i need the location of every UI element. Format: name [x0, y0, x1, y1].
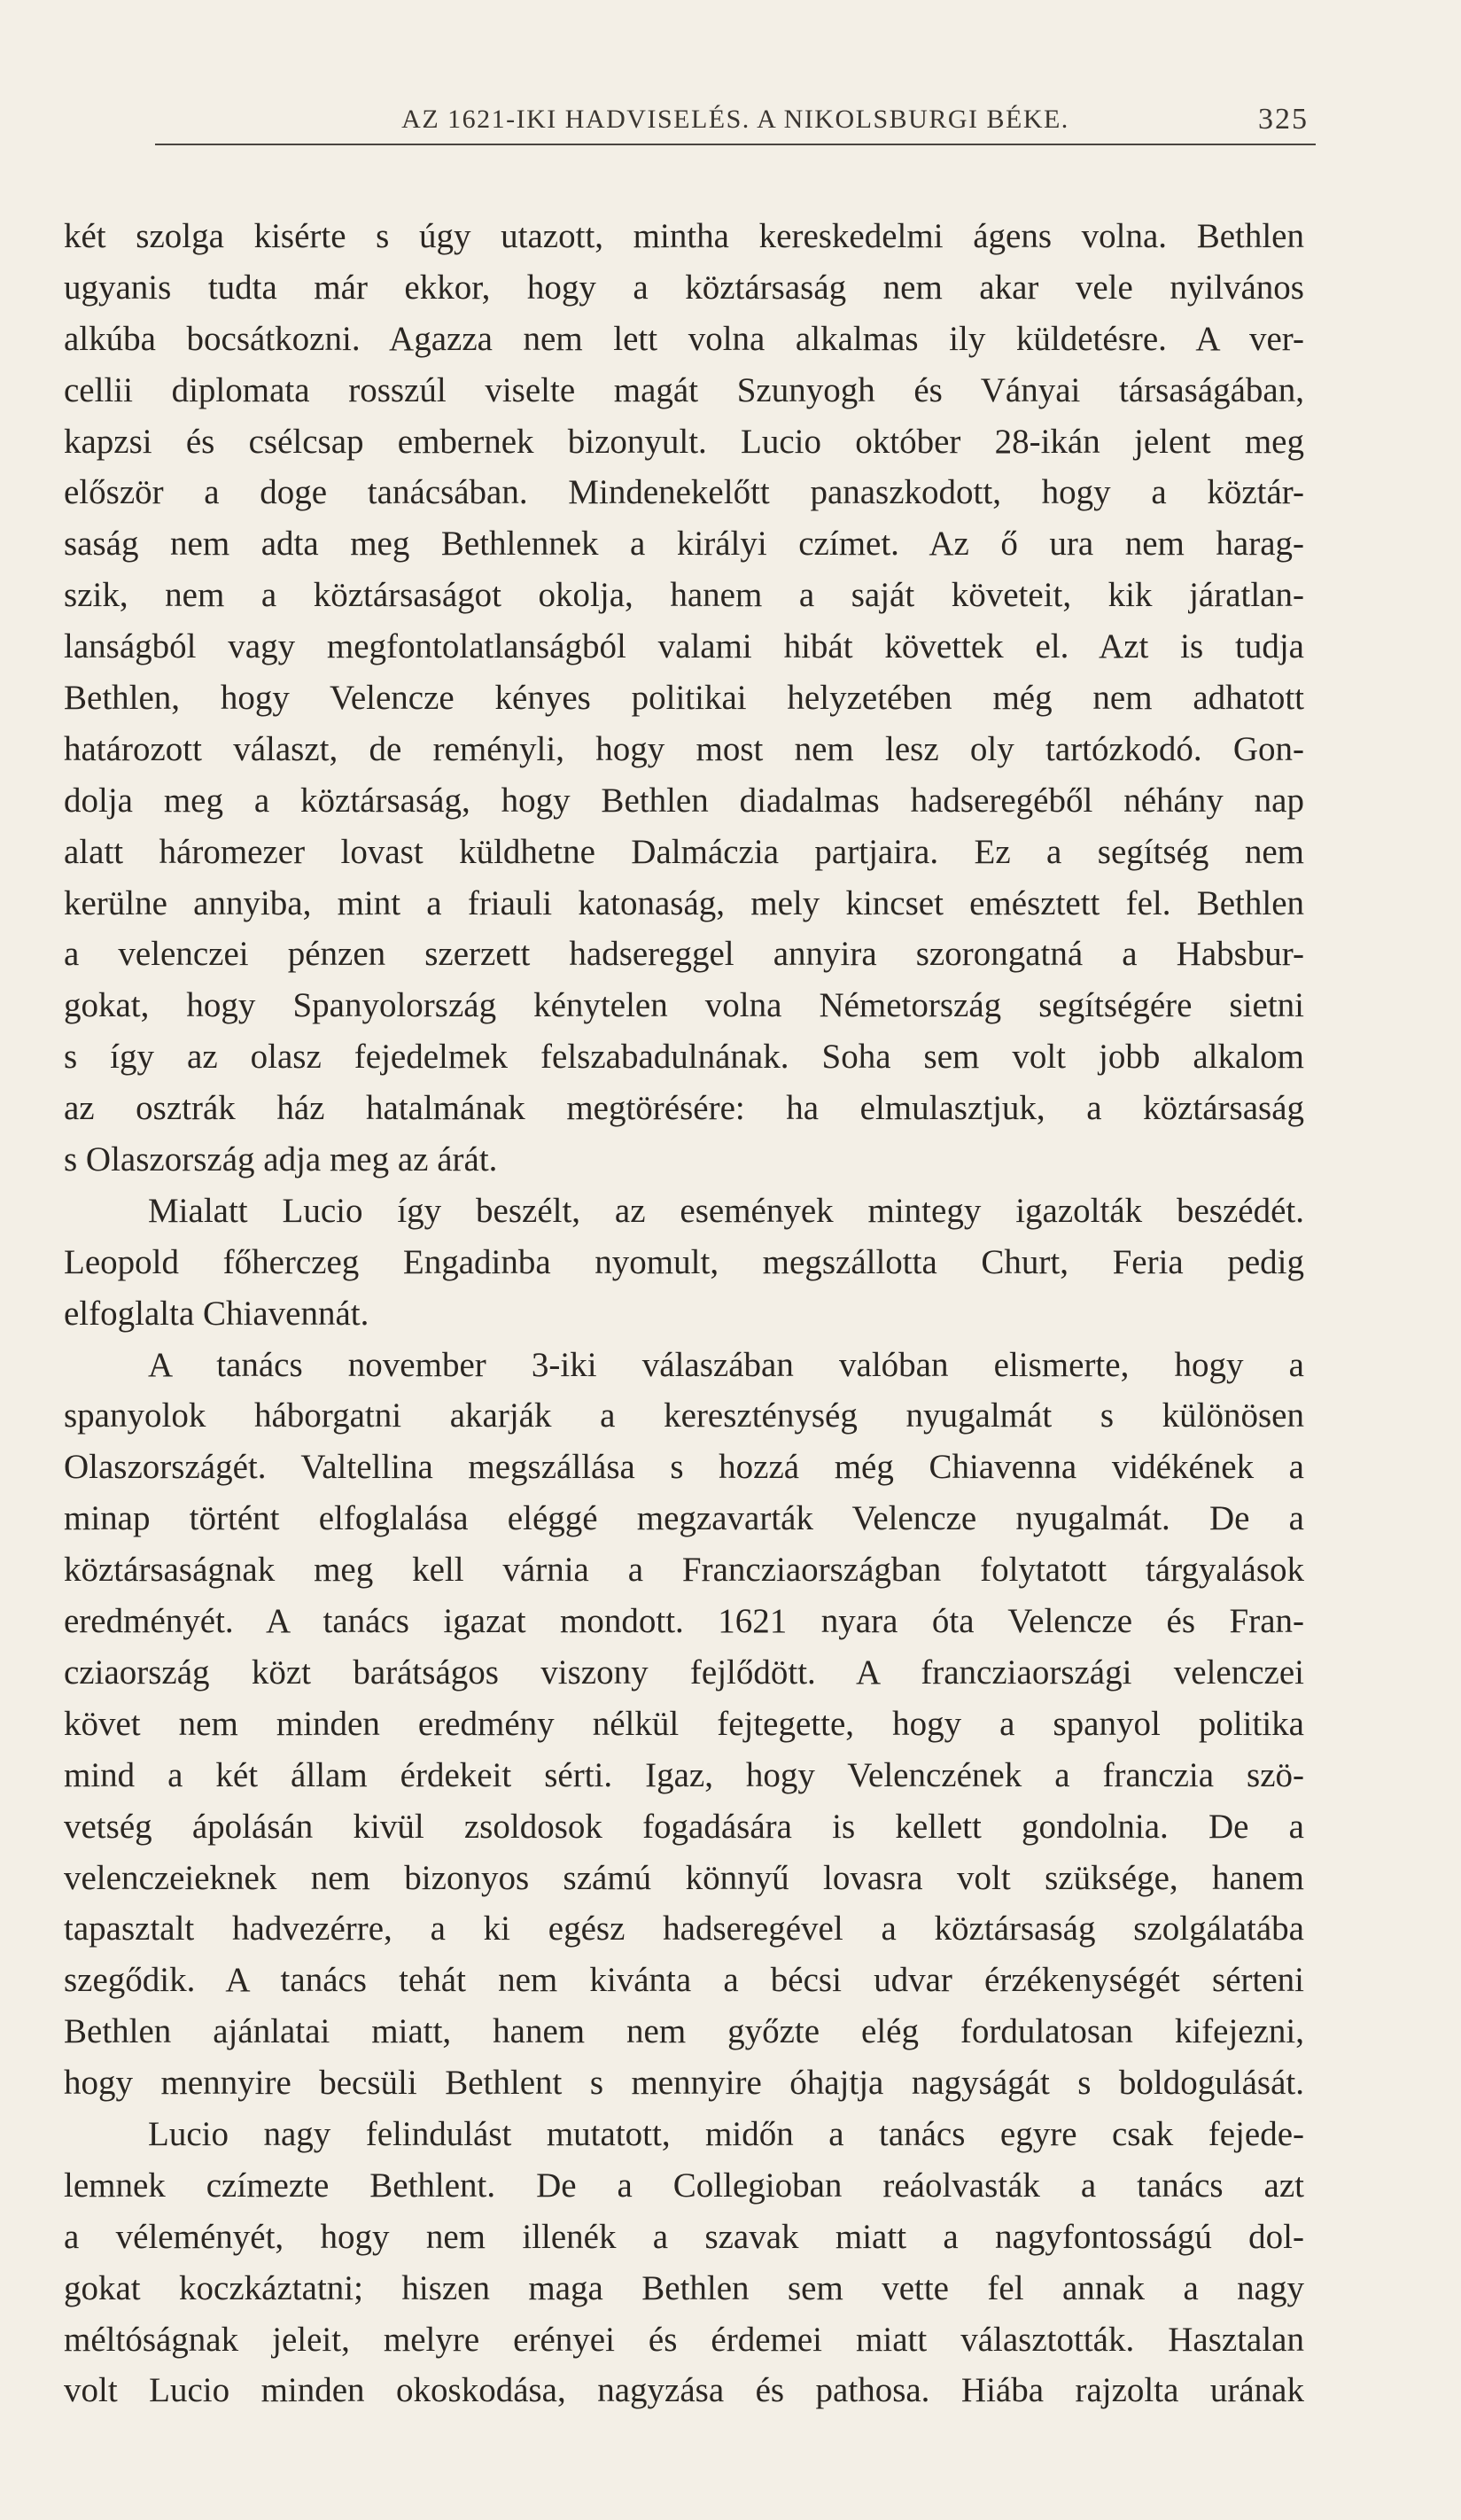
text-line: dolja meg a köztársaság, hogy Bethlen diadalmas hadseregéből néhány nap [64, 781, 1304, 820]
text-line: lanságból vagy megfontolatlanságból valami hibát követtek el. Azt is tudja [64, 627, 1304, 666]
text-line: elfoglalta Chiavennát. [64, 1294, 369, 1333]
text-line: először a doge tanácsában. Mindenekelőtt panaszkodott, hogy a köztár- [64, 473, 1304, 512]
text-line: két szolga kisérte s úgy utazott, mintha kereskedelmi ágens volna. Bethlen [64, 217, 1304, 255]
text-line: a véleményét, hogy nem illenék a szavak miatt a nagyfontosságú dol- [64, 2217, 1304, 2256]
text-line: köztársaságnak meg kell várnia a Francziaországban folytatott tárgyalások [64, 1551, 1304, 1590]
text-line: alkúba bocsátkozni. Agazza nem lett volna alkalmas ily küldetésre. A ver- [64, 319, 1304, 358]
text-line: Bethlen ajánlatai miatt, hanem nem győzte elég fordulatosan kifejezni, [64, 2012, 1304, 2051]
text-line: velenczeieknek nem bizonyos számú könnyű lovasra volt szüksége, hanem [64, 1858, 1304, 1897]
text-line: volt Lucio minden okoskodása, nagyzása és pathosa. Hiába rajzolta urának [64, 2371, 1304, 2410]
text-line: gokat koczkáztatni; hiszen maga Bethlen sem vette fel annak a nagy [64, 2268, 1304, 2307]
text-line: Olaszországét. Valtellina megszállása s hozzá még Chiavenna vidékének a [64, 1448, 1304, 1487]
text-line: spanyolok háborgatni akarják a kereszténység nyugalmát s különösen [64, 1396, 1304, 1435]
text-line: mind a két állam érdekeit sérti. Igaz, hogy Velenczének a franczia szö- [64, 1755, 1304, 1794]
text-line: eredményét. A tanács igazat mondott. 1621 nyara óta Velencze és Fran- [64, 1602, 1304, 1641]
text-line: alatt háromezer lovast küldhetne Dalmáczia partjaira. Ez a segítség nem [64, 832, 1304, 871]
text-line: kapzsi és csélcsap embernek bizonyult. Lucio október 28-ikán jelent meg [64, 422, 1304, 461]
body-text [64, 211, 1304, 2416]
text-line: saság nem adta meg Bethlennek a királyi czímet. Az ő ura nem harag- [64, 525, 1304, 564]
text-line: méltóságnak jeleit, melyre erényei és érdemei miatt választották. Hasztalan [64, 2320, 1304, 2359]
text-line: minap történt elfoglalása eléggé megzavarták Velencze nyugalmát. De a [64, 1499, 1304, 1538]
text-line: Mialatt Lucio így beszélt, az események mintegy igazolták beszédét. [148, 1191, 1304, 1230]
text-line: gokat, hogy Spanyolország kénytelen volna Németország segítségére sietni [64, 986, 1304, 1025]
text-line: szegődik. A tanács tehát nem kivánta a bécsi udvar érzékenységét sérteni [64, 1961, 1304, 2000]
text-line: hogy mennyire becsüli Bethlent s mennyire óhajtja nagyságát s boldogulását. [64, 2064, 1304, 2103]
text-line: ugyanis tudta már ekkor, hogy a köztársaság nem akar vele nyilvános [64, 268, 1304, 307]
text-line: s így az olasz fejedelmek felszabadulnának. Soha sem volt jobb alkalom [64, 1038, 1304, 1077]
text-line: Bethlen, hogy Velencze kényes politikai helyzetében még nem adhatott [64, 679, 1304, 718]
running-head [155, 99, 1316, 145]
text-line: Leopold főherczeg Engadinba nyomult, megszállotta Churt, Feria pedig [64, 1242, 1304, 1281]
text-line: határozott választ, de reményli, hogy most nem lesz oly tartózkodó. Gon- [64, 729, 1304, 768]
text-line: tapasztalt hadvezérre, a ki egész hadseregével a köztársaság szolgálatába [64, 1909, 1304, 1948]
text-line: vetség ápolásán kivül zsoldosok fogadására is kellett gondolnia. De a [64, 1807, 1304, 1846]
running-title: AZ 1621-IKI HADVISELÉS. A NIKOLSBURGI BÉKE. [401, 105, 1069, 134]
text-line: lemnek czímezte Bethlent. De a Collegioban reáolvasták a tanács azt [64, 2166, 1304, 2205]
text-line: A tanács november 3-iki válaszában valóban elismerte, hogy a [148, 1345, 1304, 1384]
text-line: az osztrák ház hatalmának megtörésére: ha elmulasztjuk, a köztársaság [64, 1089, 1304, 1128]
text-line: s Olaszország adja meg az árát. [64, 1140, 498, 1179]
text-line: kerülne annyiba, mint a friauli katonaság, mely kincset emésztett fel. Bethlen [64, 883, 1304, 922]
page-number: 325 [1258, 103, 1309, 136]
text-line: Lucio nagy felindulást mutatott, midőn a tanács egyre csak fejede- [148, 2114, 1304, 2153]
text-line: a velenczei pénzen szerzett hadsereggel annyira szorongatná a Habsbur- [64, 935, 1304, 974]
text-line: szik, nem a köztársaságot okolja, hanem a saját követeit, kik járatlan- [64, 576, 1304, 615]
text-line: követ nem minden eredmény nélkül fejtegette, hogy a spanyol politika [64, 1704, 1304, 1743]
text-line: cellii diplomata rosszúl viselte magát Szunyogh és Ványai társaságában, [64, 370, 1304, 409]
text-line: cziaország közt barátságos viszony fejlődött. A francziaországi velenczei [64, 1653, 1304, 1692]
